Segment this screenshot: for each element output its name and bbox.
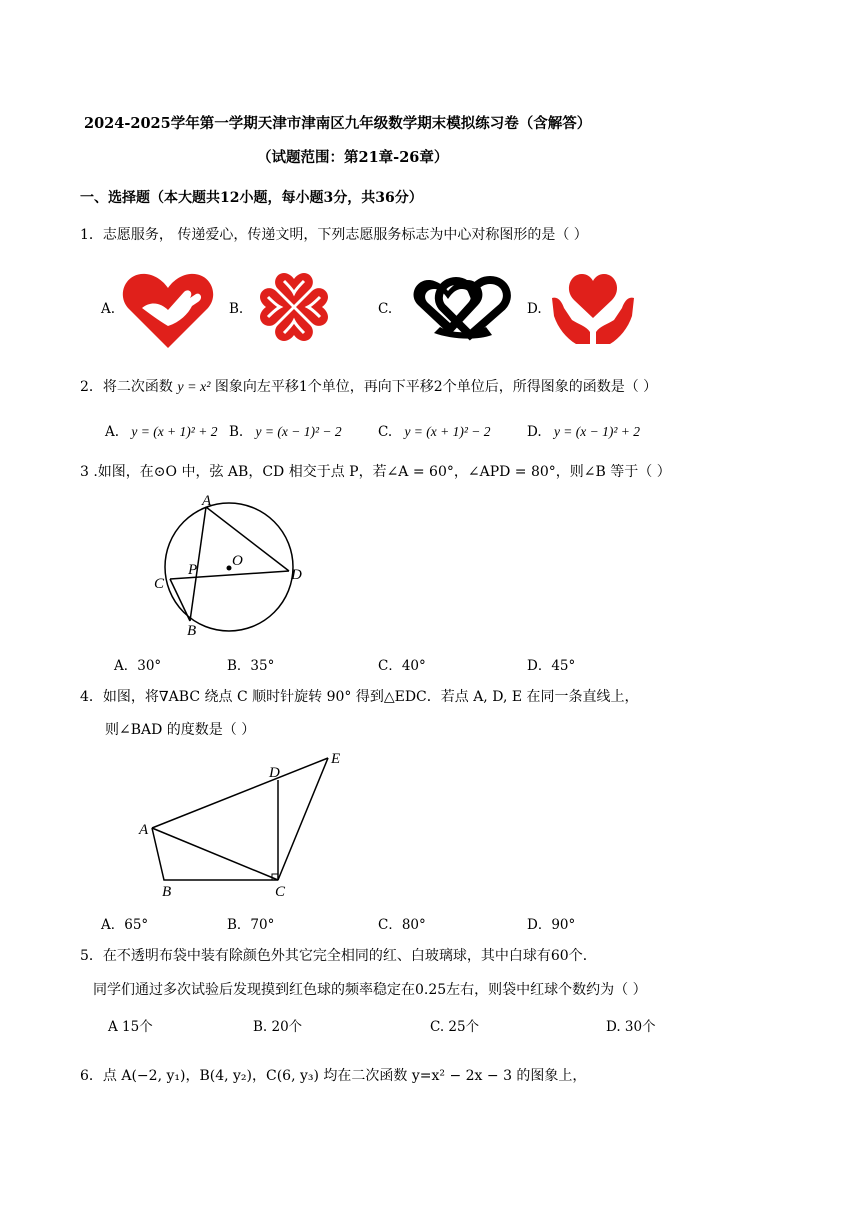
q3-option-a: A．30° bbox=[114, 658, 162, 674]
q1-option-b-label: B. bbox=[229, 301, 244, 317]
label-d: D bbox=[291, 567, 302, 583]
segment-cb bbox=[170, 579, 190, 621]
document-title: 2024-2025学年第一学期天津市津南区九年级数学期末模拟练习卷（含解答） bbox=[84, 115, 592, 132]
label-a: A bbox=[202, 493, 212, 509]
label-o: O bbox=[232, 553, 243, 569]
question-5-stem-line-2: 同学们通过多次试验后发现摸到红色球的频率稳定在0.25左右，则袋中红球个数约为（ ） bbox=[93, 982, 647, 998]
label-c: C bbox=[154, 576, 165, 592]
label-p: P bbox=[188, 562, 198, 578]
line-ade bbox=[152, 758, 328, 828]
q2-option-c bbox=[378, 424, 491, 440]
q3-option-c: C．40° bbox=[378, 658, 426, 674]
q2-option-d bbox=[527, 424, 640, 440]
volunteer-logo-clover-hearts-icon bbox=[252, 265, 336, 349]
label-b: B bbox=[162, 884, 172, 900]
q2-option-a-label: A. bbox=[105, 424, 120, 440]
volunteer-logo-heart-hand-icon bbox=[122, 270, 214, 350]
question-6-stem: 6．点 A(−2, y₁)，B(4, y₂)，C(6, y₃) 均在二次函数 y=x² − 2x − 3 的图象上， bbox=[80, 1068, 587, 1084]
question-4-stem-line-1: 4．如图，将∇ABC 绕点 C 顺时针旋转 90° 得到△EDC．若点 A, D, E 在同一条直线上， bbox=[80, 689, 639, 705]
q2-option-b-label: B. bbox=[229, 424, 244, 440]
label-e: E bbox=[331, 751, 341, 767]
q2-stem-part-1: 2．将二次函数 bbox=[80, 379, 178, 395]
label-a: A bbox=[139, 822, 149, 838]
q3-option-b: B．35° bbox=[227, 658, 275, 674]
q2-option-a bbox=[105, 424, 217, 440]
question-4-stem-line-2: 则∠BAD 的度数是（ ） bbox=[105, 722, 256, 738]
q2-option-c-expr: y = (x + 1)² − 2 bbox=[404, 424, 491, 439]
circle-chord-figure bbox=[150, 495, 320, 640]
q2-option-d-expr: y = (x − 1)² + 2 bbox=[553, 424, 641, 439]
q2-stem-part-2: 图象向左平移1个单位，再向下平移2个单位后，所得图象的函数是（ ） bbox=[210, 379, 658, 395]
label-c: C bbox=[275, 884, 286, 900]
question-2-stem bbox=[80, 378, 657, 397]
label-b: B bbox=[187, 623, 197, 639]
q2-option-c-label: C. bbox=[378, 424, 393, 440]
q1-option-a-label: A. bbox=[101, 301, 116, 317]
q1-option-d-label: D. bbox=[527, 301, 542, 317]
q2-option-b bbox=[229, 424, 342, 440]
test-scope: （试题范围：第21章-26章） bbox=[257, 149, 449, 166]
q1-option-c-label: C. bbox=[378, 301, 393, 317]
label-d: D bbox=[269, 765, 280, 781]
segment-ec bbox=[278, 758, 328, 880]
q2-option-b-expr: y = (x − 1)² − 2 bbox=[255, 424, 342, 439]
center-point bbox=[227, 566, 232, 571]
volunteer-logo-linked-hearts-icon bbox=[410, 277, 510, 339]
q2-option-d-label: D. bbox=[527, 424, 542, 440]
question-1-stem: 1．志愿服务， 传递爱心，传递文明，下列志愿服务标志为中心对称图形的是（ ） bbox=[80, 227, 588, 243]
segment-ad bbox=[206, 507, 289, 571]
q4-option-a: A．65° bbox=[101, 917, 149, 933]
q4-option-d: D．90° bbox=[527, 917, 576, 933]
q5-option-d: D. 30个 bbox=[606, 1019, 656, 1035]
section-heading: 一、选择题（本大题共12小题，每小题3分，共36分） bbox=[80, 190, 423, 206]
q5-option-c: C. 25个 bbox=[430, 1019, 480, 1035]
question-5-stem-line-1: 5．在不透明布袋中装有除颜色外其它完全相同的红、白玻璃球，其中白球有60个． bbox=[80, 948, 597, 964]
q3-option-d: D．45° bbox=[527, 658, 576, 674]
q2-base-function: y = x² bbox=[177, 380, 211, 395]
rotation-figure bbox=[135, 750, 350, 900]
q4-option-c: C．80° bbox=[378, 917, 426, 933]
q4-option-b: B．70° bbox=[227, 917, 275, 933]
q5-option-b: B. 20个 bbox=[253, 1019, 303, 1035]
volunteer-logo-heart-in-hands-icon bbox=[550, 268, 636, 346]
segment-ac bbox=[152, 828, 278, 880]
q5-option-a: A 15个 bbox=[108, 1019, 153, 1035]
question-3-stem: 3 .如图，在⊙O 中，弦 AB，CD 相交于点 P，若∠A = 60°，∠APD = 80°，则∠B 等于（ ） bbox=[80, 464, 671, 480]
q2-option-a-expr: y = (x + 1)² + 2 bbox=[131, 424, 218, 439]
